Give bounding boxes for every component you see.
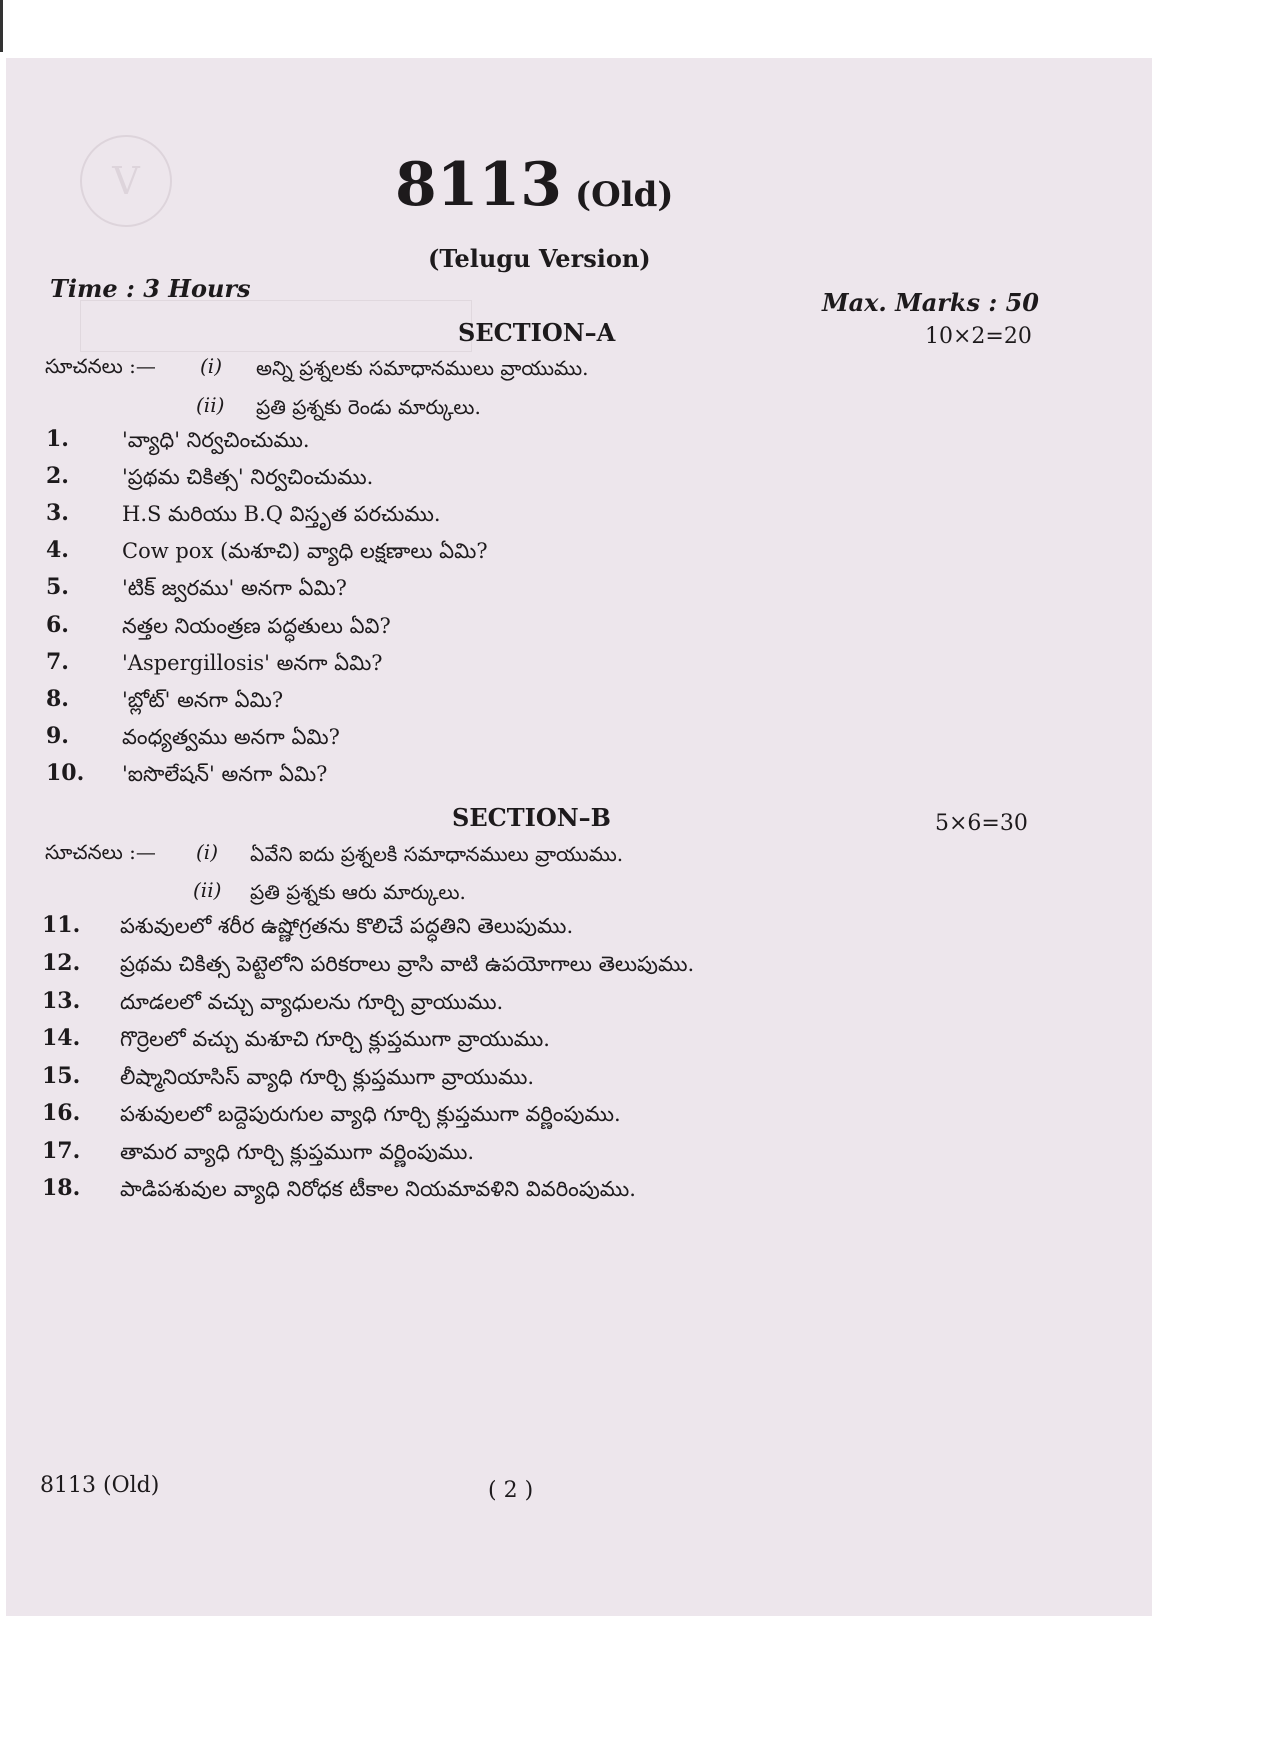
question-number: 8. (46, 686, 69, 712)
section-b-note-label: సూచనలు :— (45, 840, 156, 864)
question-text: 'ఐసొలేషన్' అనగా ఏమి? (122, 762, 328, 786)
question-text: గొర్రెలలో వచ్చు మశూచి గూర్చి క్లుప్తముగా వ్రాయుము. (120, 1027, 550, 1051)
section-a-note-label: సూచనలు :— (45, 354, 156, 378)
question-text: పాడిపశువుల వ్యాధి నిరోధక టీకాల నియమావళిని వివరింపుము. (120, 1177, 636, 1201)
question-text: నత్తల నియంత్రణ పద్ధతులు ఏవి? (122, 614, 391, 638)
question-number: 16. (42, 1100, 81, 1126)
question-number: 17. (42, 1138, 81, 1164)
max-marks-label: Max. Marks : 50 (822, 288, 1040, 317)
question-number: 3. (46, 500, 69, 526)
paper-code-suffix: (Old) (575, 175, 674, 215)
question-number: 5. (46, 574, 69, 600)
question-number: 7. (46, 649, 69, 675)
paper-code: 8113 (395, 150, 562, 220)
section-b-note-roman: (ii) (193, 878, 222, 902)
question-text: పశువులలో శరీర ఉష్ణోగ్రతను కొలిచే పద్ధతిని తెలుపుము. (120, 914, 574, 938)
section-a-note-roman: (i) (200, 354, 223, 378)
faint-circle-stamp (80, 135, 172, 227)
question-number: 11. (42, 912, 81, 938)
version-label: (Telugu Version) (428, 244, 651, 273)
stamp-letter: V (112, 159, 140, 203)
question-number: 14. (42, 1025, 81, 1051)
question-number: 6. (46, 612, 69, 638)
question-number: 4. (46, 537, 69, 563)
section-a-note-text: ప్రతి ప్రశ్నకు రెండు మార్కులు. (256, 395, 481, 419)
section-b-marks: 5×6=30 (935, 811, 1028, 836)
question-number: 9. (46, 723, 69, 749)
section-a-title: SECTION–A (458, 318, 616, 347)
section-a-marks: 10×2=20 (925, 324, 1032, 349)
question-text: 'టిక్ జ్వరము' అనగా ఏమి? (122, 576, 347, 600)
question-text: H.S మరియు B.Q విస్తృత పరచుము. (122, 502, 441, 526)
question-number: 18. (42, 1175, 81, 1201)
question-number: 12. (42, 950, 81, 976)
question-text: 'బ్లోట్' అనగా ఏమి? (122, 688, 284, 712)
question-number: 15. (42, 1063, 81, 1089)
question-text: 'ప్రథమ చికిత్స' నిర్వచించుము. (122, 465, 374, 489)
question-text: వంధ్యత్వము అనగా ఏమి? (122, 725, 340, 749)
question-text: 'వ్యాధి' నిర్వచించుము. (122, 428, 310, 452)
faint-hall-ticket-boxes (80, 300, 472, 352)
question-number: 13. (42, 988, 81, 1014)
section-a-note-text: అన్ని ప్రశ్నలకు సమాధానములు వ్రాయుము. (256, 356, 589, 380)
question-text: పశువులలో బద్దెపురుగుల వ్యాధి గూర్చి క్లుప్తముగా వర్ణింపుము. (120, 1102, 621, 1126)
section-b-note-text: ప్రతి ప్రశ్నకు ఆరు మార్కులు. (250, 880, 466, 904)
question-number: 1. (46, 426, 69, 452)
footer-paper-code: 8113 (Old) (40, 1473, 160, 1498)
question-text: ప్రథమ చికిత్స పెట్టెలోని పరికరాలు వ్రాసి వాటి ఉపయోగాలు తెలుపుము. (120, 952, 695, 976)
section-b-title: SECTION–B (452, 803, 611, 832)
section-a-note-roman: (ii) (196, 393, 225, 417)
section-b-note-roman: (i) (196, 840, 219, 864)
scan-edge-mark (0, 0, 3, 52)
section-b-note-text: ఏవేని ఐదు ప్రశ్నలకి సమాధానములు వ్రాయుము. (250, 842, 624, 866)
question-number: 10. (46, 760, 85, 786)
question-text: Cow pox (మశూచి) వ్యాధి లక్షణాలు ఏమి? (122, 539, 488, 563)
question-text: దూడలలో వచ్చు వ్యాధులను గూర్చి వ్రాయుము. (120, 990, 504, 1014)
question-text: లీష్మానియాసిస్ వ్యాధి గూర్చి క్లుప్తముగా వ్రాయుము. (120, 1065, 535, 1089)
question-number: 2. (46, 463, 69, 489)
question-text: తామర వ్యాధి గూర్చి క్లుప్తముగా వర్ణింపుము. (120, 1140, 475, 1164)
time-label: Time : 3 Hours (50, 274, 251, 303)
question-text: 'Aspergillosis' అనగా ఏమి? (122, 651, 383, 675)
page-number: ( 2 ) (488, 1478, 534, 1503)
